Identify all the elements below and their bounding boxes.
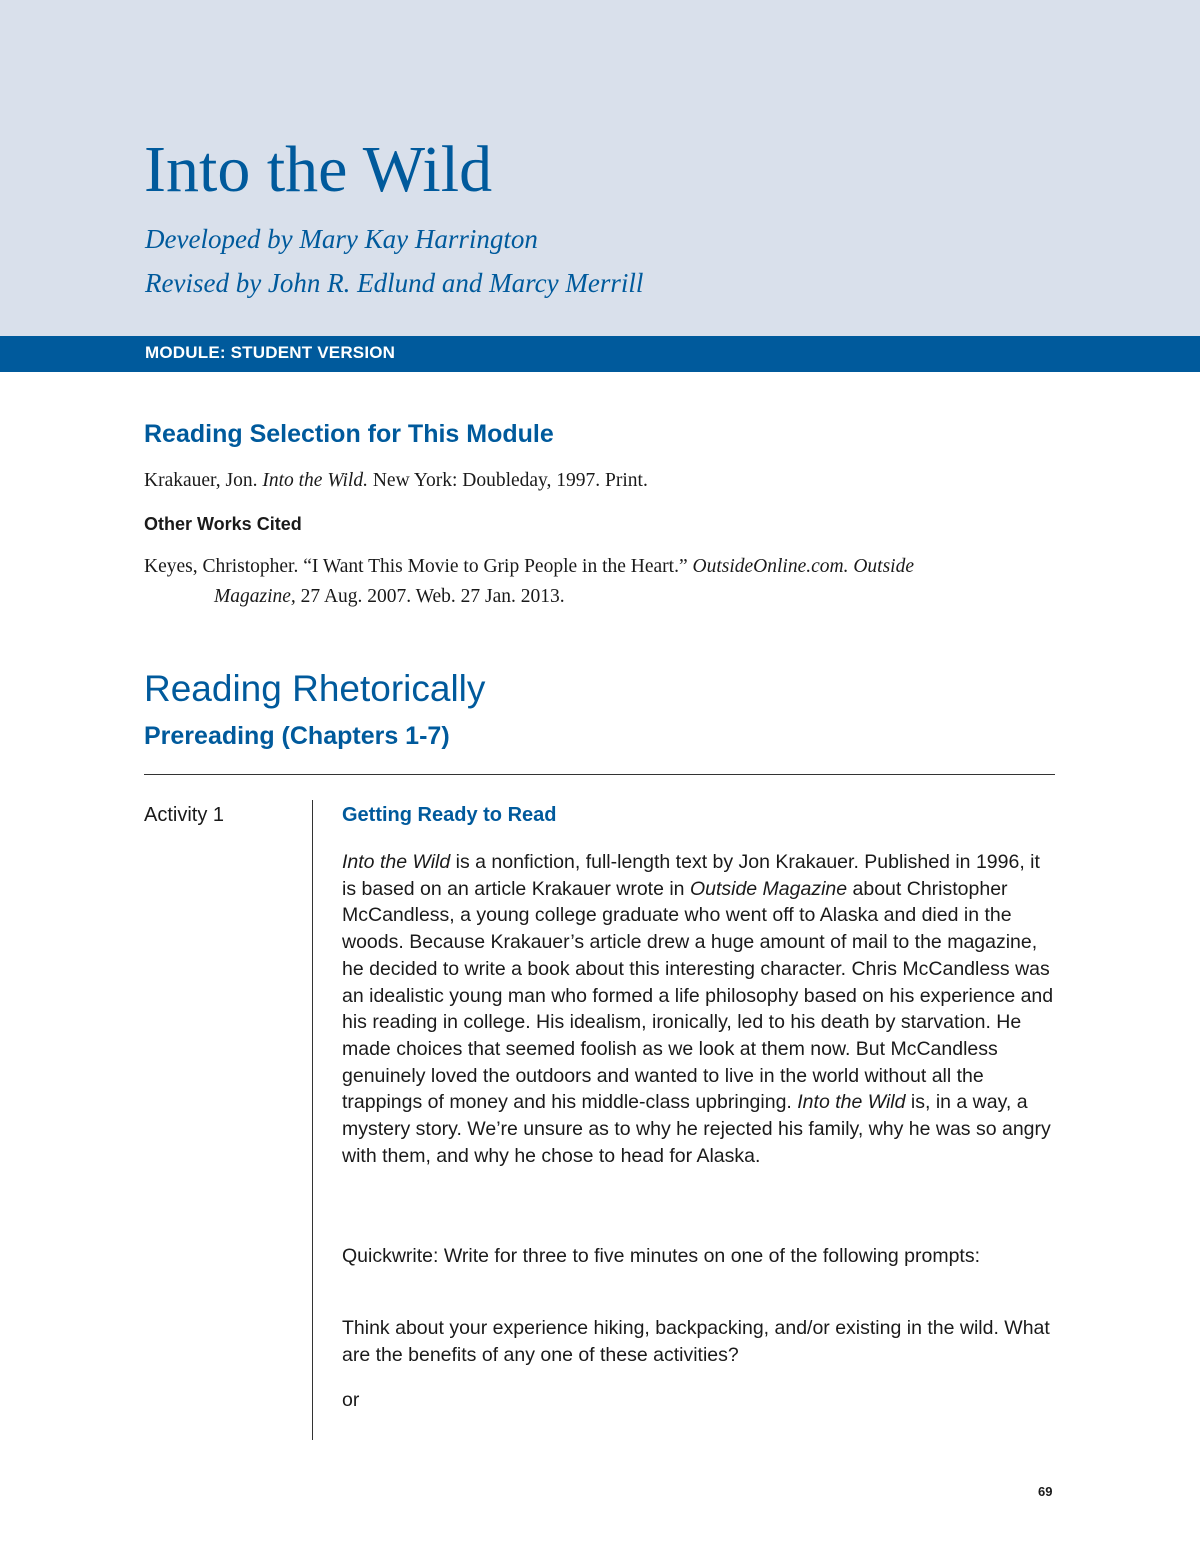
magazine-title-italic: Outside Magazine: [689, 877, 848, 900]
citation-publisher: New York: Doubleday, 1997. Print.: [367, 470, 648, 491]
developed-by-credit: Developed by Mary Kay Harrington: [145, 224, 538, 254]
book-title-italic: Into the Wild: [797, 1091, 906, 1114]
citation-publication-cont: Magazine,: [214, 586, 296, 607]
prompt-separator-or: or: [342, 1389, 360, 1411]
citation-dates: 27 Aug. 2007. Web. 27 Jan. 2013.: [295, 586, 565, 607]
citation-author: Krakauer, Jon.: [144, 470, 263, 491]
paragraph-text: about Christopher McCandless, a young college graduate who went off to Alaska and died in the woods. Because Krakauer’s article drew a huge amount of mail to the magazine, he decided to write a book about this interesting character. Chris McCandless was an idealistic young man who formed a life philosophy based on his experience and his reading in college. His idealism, ironically, led to his death by starvation. He made choices that seemed foolish as we look at them now. But McCandless genuinely loved the outdoors and wanted to live in the world without all the trappings of money and his middle-class upbringing.: [342, 877, 1054, 1114]
quickwrite-instruction: Quickwrite: Write for three to five minutes on one of the following prompts:: [342, 1245, 981, 1267]
reading-selection-citation: [144, 470, 648, 492]
other-works-citation-line2: [214, 586, 565, 608]
section-subheading: Prereading (Chapters 1-7): [144, 722, 450, 750]
book-title-italic: Into the Wild: [342, 851, 451, 873]
module-label: MODULE: STUDENT VERSION: [145, 343, 396, 362]
activity-title: Getting Ready to Read: [342, 804, 557, 826]
paragraph-text: is, in a way, a mystery story. We’re unsure as to why he rejected his family, why he was so angry with them, and why he chose to head for Alaska.: [342, 1091, 1051, 1167]
other-works-heading: Other Works Cited: [144, 514, 302, 534]
paragraph-text: is a nonfiction, full-length text by Jon Krakauer. Published in 1996, it is based on an article Krakauer wrote in: [342, 851, 1040, 900]
activity-column-divider: [312, 800, 313, 1440]
activity-intro-paragraph: [342, 849, 1056, 1169]
citation-book-title: Into the Wild.: [262, 470, 368, 491]
citation-author-title: Keyes, Christopher. “I Want This Movie to Grip People in the Heart.”: [144, 556, 693, 577]
citation-website: OutsideOnline.com.: [692, 556, 849, 577]
page-title: Into the Wild: [144, 133, 493, 206]
reading-selection-heading: Reading Selection for This Module: [144, 420, 554, 448]
page-number: 69: [1038, 1484, 1053, 1499]
quickwrite-prompt-1: Think about your experience hiking, backpacking, and/or existing in the wild. What are the benefits of any one of these activities?: [342, 1317, 1050, 1366]
activity-label: Activity 1: [144, 804, 225, 826]
section-heading: Reading Rhetorically: [144, 668, 486, 709]
citation-publication: Outside: [853, 556, 915, 577]
section-divider: [144, 774, 1055, 775]
other-works-citation-line1: [144, 556, 914, 578]
revised-by-credit: Revised by John R. Edlund and Marcy Merrill: [145, 268, 644, 298]
